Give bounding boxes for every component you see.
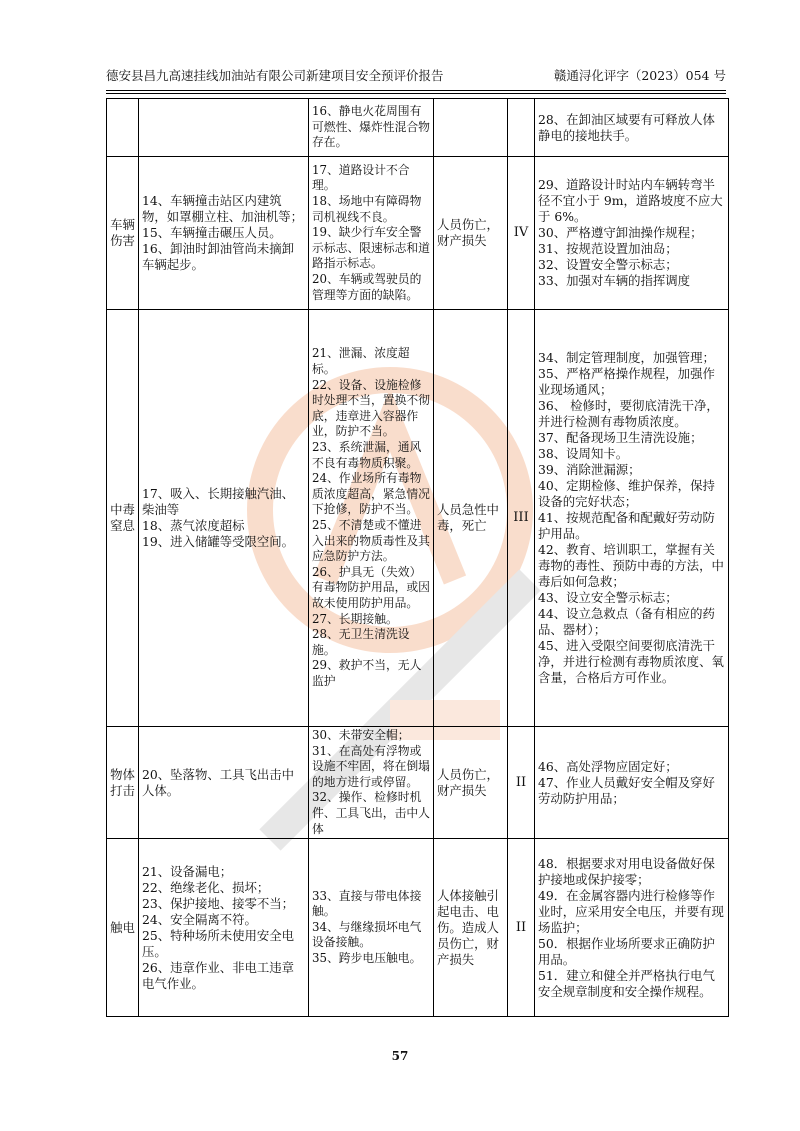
hazard-category: 中毒窒息 [107, 310, 139, 727]
condition-item: 34、与继缘损坏电气设备接触。 [312, 919, 422, 950]
measure-item: 38、设周知卡。 [538, 446, 629, 461]
cause-item: 16、卸油时卸油管尚未摘卸车辆起步。 [142, 241, 295, 272]
hazard-level: II [508, 839, 535, 1017]
cause-item: 18、蒸气浓度超标 [142, 518, 245, 533]
consequence: 人员伤亡，财产损失 [434, 157, 508, 310]
table-row [107, 839, 729, 1017]
hazard-level: III [508, 310, 535, 727]
condition-item: 21、泄漏、浓度超标。 [312, 346, 410, 377]
measure-item: 31、按规范设置加油岛； [538, 241, 678, 256]
table-row [107, 727, 729, 839]
consequence: 人员伤亡，财产损失 [434, 727, 508, 839]
trigger-conditions [309, 839, 434, 1017]
page-number: 57 [391, 1049, 409, 1063]
measure-item: 35、严格严格操作规程，加强作业现场通风； [538, 366, 715, 397]
cause-item: 23、保护接地、接零不当； [142, 895, 295, 911]
consequence: 人员急性中毒，死亡 [434, 310, 508, 727]
report-number: 赣通浔化评字（2023）054 号 [553, 68, 726, 83]
cause-item: 26、违章作业、非电工违章电气作业。 [142, 959, 295, 991]
trigger-conditions [309, 99, 434, 157]
page-header [106, 66, 726, 86]
cause-item: 22、绝缘老化、损坏； [142, 879, 270, 895]
consequence: 人体接触引起电击、电伤。造成人员伤亡，财产损失 [434, 839, 508, 1017]
condition-item: 23、系统泄漏，通风不良有毒物质积聚。 [312, 440, 422, 470]
measure-item: 28、在卸油区域要有可释放人体静电的接地扶手。 [538, 111, 715, 143]
condition-item: 27、长期接触。 [312, 611, 398, 626]
condition-item: 28、无卫生清洗设施。 [312, 627, 410, 657]
trigger-conditions [309, 727, 434, 839]
measure-item: 34、制定管理制度，加强管理； [538, 350, 715, 365]
safety-measures [535, 839, 729, 1017]
hazard-causes [139, 99, 309, 157]
header-rule [106, 90, 726, 91]
cause-item: 19、进入储罐等受限空间。 [142, 534, 295, 549]
header-rule-thin [106, 93, 726, 94]
hazard-category: 物体打击 [107, 727, 139, 839]
condition-item: 26、护具无（失效）有毒物防护用品，或因故未使用防护用品。 [312, 564, 430, 610]
measure-item: 37、配备现场卫生清洗设施； [538, 430, 703, 445]
measure-item: 48．根据要求对用电设备做好保护接地或保护接零； [538, 855, 715, 887]
report-title: 德安县昌九高速挂线加油站有限公司新建项目安全预评价报告 [106, 68, 444, 83]
cause-item: 17、吸入、长期接触汽油、柴油等 [142, 486, 295, 517]
safety-measures [535, 99, 729, 157]
measure-item: 39、消除泄漏源； [538, 462, 641, 477]
consequence [434, 99, 508, 157]
table-row [107, 310, 729, 727]
safety-measures [535, 157, 729, 310]
measure-item: 44、设立急救点（备有相应的药品、器材）； [538, 606, 715, 637]
measure-item: 30、严格遵守卸油操作规程； [538, 225, 703, 240]
hazard-category: 触电 [107, 839, 139, 1017]
condition-item: 31、在高处有浮物或设施不牢固，将在倒塌的地方进行或停留。 [312, 743, 430, 789]
hazard-causes [139, 839, 309, 1017]
measure-item: 36、 检修时，要彻底清洗干净，并进行检测有毒物质浓度。 [538, 398, 719, 429]
measure-item: 42、教育、培训职工，掌握有关毒物的毒性、预防中毒的方法，中毒后如何急救； [538, 542, 724, 589]
cause-item: 24、安全隔离不符。 [142, 911, 257, 927]
safety-measures [535, 727, 729, 839]
hazard-category: 车辆伤害 [107, 157, 139, 310]
hazard-table-body [107, 99, 729, 1017]
trigger-conditions [309, 310, 434, 727]
condition-item: 20、车辆或驾驶员的管理等方面的缺陷。 [312, 271, 422, 302]
hazard-category [107, 99, 139, 157]
condition-item: 35、跨步电压触电。 [312, 951, 422, 966]
cause-item: 14、车辆撞击站区内建筑物，如罩棚立柱、加油机等； [142, 193, 304, 224]
table-row [107, 99, 729, 157]
cause-item: 21、设备漏电； [142, 863, 233, 879]
condition-item: 33、直接与带电体接触。 [312, 888, 422, 919]
measure-item: 29、道路设计时站内车辆转弯半径不宜小于 9m，道路坡度不应大于 6%。 [538, 177, 723, 224]
measure-item: 40、定期检修、维护保养，保持设备的完好状态； [538, 478, 715, 509]
condition-item: 18、场地中有障碍物司机视线不良。 [312, 194, 422, 224]
condition-item: 25、不清楚或不懂进入出来的物质毒性及其应急防护方法。 [312, 518, 430, 564]
hazard-level: IV [508, 157, 535, 310]
measure-item: 41、按规范配备和配戴好劳动防护用品。 [538, 510, 715, 541]
measure-item: 51．建立和健全并严格执行电气安全规章制度和安全操作规程。 [538, 967, 715, 999]
condition-item: 32、操作、检修时机件、工具飞出，击中人体 [312, 790, 430, 836]
condition-item: 29、救护不当，无人监护 [312, 658, 422, 688]
measure-item: 43、设立安全警示标志； [538, 590, 678, 605]
measure-item: 47、作业人员戴好安全帽及穿好劳动防护用品； [538, 774, 715, 806]
hazard-causes [139, 157, 309, 310]
measure-item: 32、设置安全警示标志； [538, 257, 678, 272]
hazard-causes [139, 310, 309, 727]
cause-item: 25、特种场所未使用安全电压。 [142, 927, 295, 959]
hazard-causes [139, 727, 309, 839]
measure-item: 33、加强对车辆的指挥调度 [538, 273, 691, 288]
condition-item: 30、未带安全帽； [312, 728, 410, 742]
trigger-conditions [309, 157, 434, 310]
hazard-level: II [508, 727, 535, 839]
condition-item: 22、设备、设施检修时处理不当，置换不彻底，违章进入容器作业，防护不当。 [312, 377, 430, 439]
cause-item: 20、坠落物、工具飞出击中人体。 [142, 766, 295, 798]
condition-item: 19、缺少行车安全警示标志、限速标志和道路指示标志。 [312, 225, 430, 271]
measure-item: 46、高处浮物应固定好； [538, 758, 678, 774]
condition-item: 24、作业场所有毒物质浓度超高，紧急情况下抢修，防护不当。 [312, 471, 430, 517]
safety-measures [535, 310, 729, 727]
hazard-table [106, 98, 729, 1017]
measure-item: 50．根据作业场所要求正确防护用品。 [538, 935, 715, 967]
cause-item: 15、车辆撞击碾压人员。 [142, 225, 282, 240]
hazard-level [508, 99, 535, 157]
condition-item: 16、静电火花周围有可燃性、爆炸性混合物存在。 [312, 104, 430, 150]
measure-item: 49．在金属容器内进行检修等作业时，应采用安全电压，并要有现场监护； [538, 887, 724, 935]
table-row [107, 157, 729, 310]
measure-item: 45、进入受限空间要彻底清洗干净，并进行检测有毒物质浓度、氧含量，合格后方可作业。 [538, 638, 724, 685]
condition-item: 17、道路设计不合理。 [312, 162, 410, 193]
